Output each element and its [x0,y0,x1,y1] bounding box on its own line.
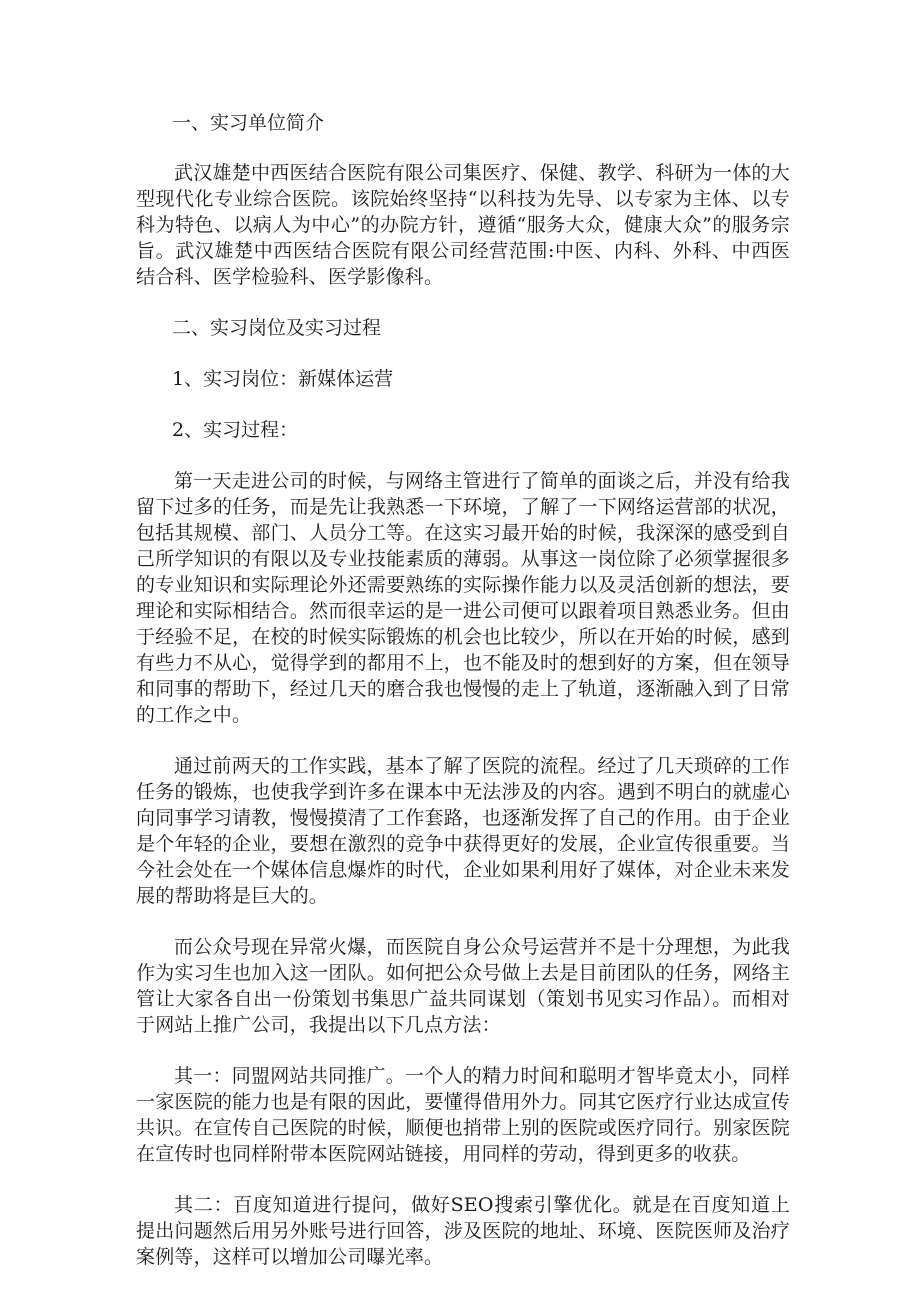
document-page [136,110,790,1270]
section-1-paragraph: 武汉雄楚中西医结合医院有限公司集医疗、保健、教学、科研为一体的大型现代化专业综合医院。该院始终坚持“以科技为先导、以专家为主体、以专科为特色、以病人为中心”的办院方针，遵循“服务大众，健康大众”的服务宗旨。武汉雄楚中西医结合医院有限公司经营范围:中医、内科、外科、中西医结合科、医学检验科、医学影像科。 [136,162,790,288]
method-1-paragraph: 其一：同盟网站共同推广。一个人的精力时间和聪明才智毕竟太小，同样一家医院的能力也是有限的因此，要懂得借用外力。同其它医疗行业达成宣传共识。在宣传自己医院的时候，顺便也捎带上别的医院或医疗同行。别家医院在宣传时也同样附带本医院网站链接，用同样的劳动，得到更多的收获。 [136,1065,790,1165]
section-1-title: 一、实习单位简介 [172,112,325,134]
process-paragraph-2: 通过前两天的工作实践，基本了解了医院的流程。经过了几天琐碎的工作任务的锻炼，也使我学到许多在课本中无法涉及的内容。遇到不明白的就虚心向同事学习请教，慢慢摸清了工作套路，也逐渐发挥了自己的作用。由于企业是个年轻的企业，要想在激烈的竞争中获得更好的发展，企业宣传很重要。当今社会处在一个媒体信息爆炸的时代，企业如果利用好了媒体，对企业未来发展的帮助将是巨大的。 [136,755,790,907]
internship-process-item: 2、实习过程： [172,419,299,441]
internship-position-item: 1、实习岗位：新媒体运营 [172,368,394,390]
process-paragraph-3: 而公众号现在异常火爆，而医院自身公众号运营并不是十分理想，为此我作为实习生也加入这一团队。如何把公众号做上去是目前团队的任务，网络主管让大家各自出一份策划书集思广益共同谋划（策划书见实习作品）。而相对于网站上推广公司，我提出以下几点方法： [136,936,790,1036]
method-2-paragraph: 其二：百度知道进行提问，做好SEO搜索引擎优化。就是在百度知道上提出问题然后用另外账号进行回答，涉及医院的地址、环境、医院医师及治疗案例等，这样可以增加公司曝光率。 [136,1194,790,1268]
section-2-title: 二、实习岗位及实习过程 [172,317,382,339]
process-paragraph-1: 第一天走进公司的时候，与网络主管进行了简单的面谈之后，并没有给我留下过多的任务，而是先让我熟悉一下环境，了解了一下网络运营部的状况，包括其规模、部门、人员分工等。在这实习最开始的时候，我深深的感受到自己所学知识的有限以及专业技能素质的薄弱。从事这一岗位除了必须掌握很多的专业知识和实际理论外还需要熟练的实际操作能力以及灵活创新的想法，要理论和实际相结合。然而很幸运的是一进公司便可以跟着项目熟悉业务。但由于经验不足，在校的时候实际锻炼的机会也比较少，所以在开始的时候，感到有些力不从心，觉得学到的都用不上，也不能及时的想到好的方案，但在领导和同事的帮助下，经过几天的磨合我也慢慢的走上了轨道，逐渐融入到了日常的工作之中。 [136,470,790,726]
